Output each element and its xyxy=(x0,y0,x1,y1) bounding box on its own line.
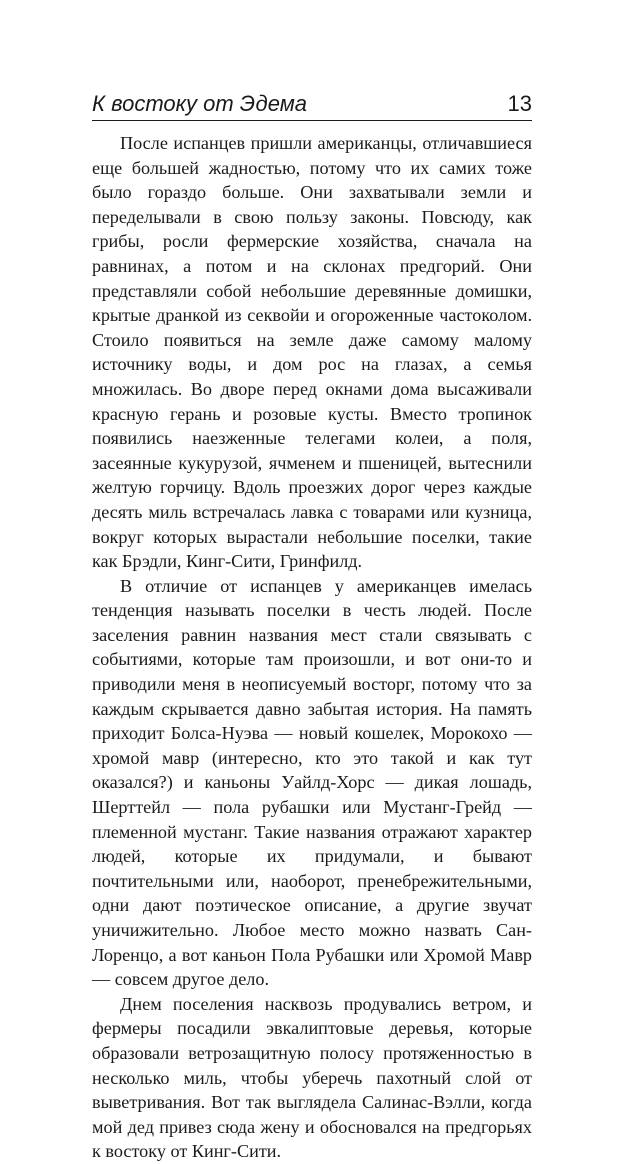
page-number: 13 xyxy=(507,91,532,116)
paragraph: После испанцев пришли американцы, отличавшиеся еще большей жадностью, потому что их самих тоже было гораздо больше. Они захватывали земли и переделывали в свою пользу законы. Повсюду, как грибы, росли фермерские хозяйства, сначала на равнинах, а потом и на склонах предгорий. Они представляли собой небольшие деревянные домишки, крытые дранкой из секвойи и огороженные частоколом. Стоило появиться на земле даже самому малому источнику воды, и дом рос на глазах, а семья множилась. Во дворе перед окнами дома высаживали красную герань и розовые кусты. Вместо тропинок появились наезженные телегами колеи, а поля, засеянные кукурузой, ячменем и пшеницей, вытеснили желтую горчицу. Вдоль проезжих дорог через каждые десять миль встречалась лавка с товарами или кузница, вокруг которых вырастали небольшие поселки, такие как Брэдли, Кинг-Сити, Гринфилд. xyxy=(92,133,532,572)
page-header xyxy=(92,90,532,118)
body-text xyxy=(92,131,532,1164)
paragraph: В отличие от испанцев у американцев имелась тенденция называть поселки в честь людей. После заселения равнин названия мест стали связывать с событиями, которые там произошли, и вот они-то и приводили меня в неописуемый восторг, потому что за каждым скрывается давно забытая история. На память приходит Болса-Нуэва — новый кошелек, Морокохо — хромой мавр (интересно, кто это такой и как тут оказался?) и каньоны Уайлд-Хорс — дикая лошадь, Шерттейл — пола рубашки или Мустанг-Грейд — племенной мустанг. Такие названия отражают характер людей, которые их придумали, и бывают почтительными или, наоборот, пренебрежительными, одни дают поэтическое описание, а другие звучат уничижительно. Любое место можно назвать Сан-Лоренцо, а вот каньон Пола Рубашки или Хромой Мавр — совсем другое дело. xyxy=(92,575,532,990)
header-rule xyxy=(92,120,532,121)
paragraph: Днем поселения насквозь продувались ветром, и фермеры посадили эвкалиптовые деревья, которые образовали ветрозащитную полосу протяженностью в несколько миль, чтобы уберечь пахотный слой от выветривания. Вот так выглядела Салинас-Вэлли, когда мой дед привез сюда жену и обосновался на предгорьях к востоку от Кинг-Сити. xyxy=(92,993,532,1162)
running-title: К востоку от Эдема xyxy=(92,91,308,116)
